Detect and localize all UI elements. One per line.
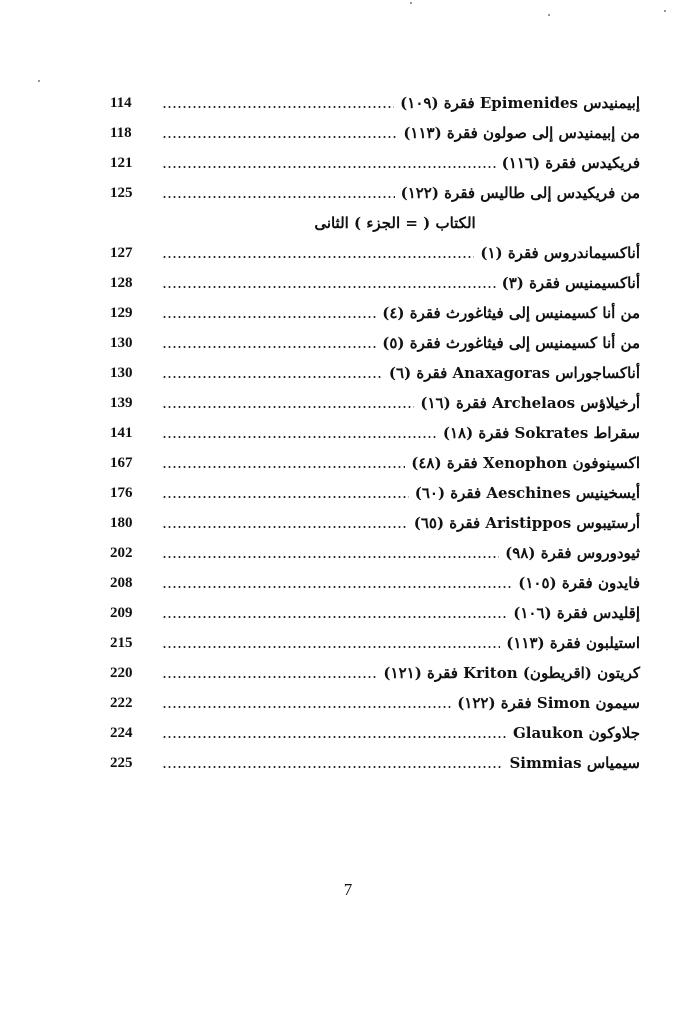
toc-entry-title: إقليدس فقرة (١٠٦) — [513, 604, 640, 622]
toc-entry — [110, 358, 640, 388]
toc-entry — [110, 238, 640, 268]
toc-entry-title: سيمون Simon فقرة (١٢٢) — [457, 694, 640, 712]
toc-entry-title: جلاوكون Glaukon — [512, 724, 640, 742]
toc-entry — [110, 388, 640, 418]
toc-entry — [110, 538, 640, 568]
toc-entry-title: أرستيبوس Aristippos فقرة (٦٥) — [413, 514, 640, 532]
toc-entry-page: 125 — [110, 185, 133, 201]
dot-leader — [162, 316, 376, 318]
toc-entry-title: أرخيلاؤس Archelaos فقرة (١٦) — [420, 394, 640, 412]
scan-speck — [38, 80, 40, 82]
dot-leader — [162, 346, 376, 348]
toc-entry — [110, 718, 640, 748]
toc-entry-page: 167 — [110, 455, 133, 471]
toc-entry-page: 222 — [110, 695, 133, 711]
toc-entry-title: أيسخينيس Aeschines فقرة (٦٠) — [414, 484, 640, 502]
dot-leader — [162, 586, 512, 588]
dot-leader — [162, 466, 405, 468]
toc-entry — [110, 628, 640, 658]
toc-entry-title: من أنا كسيمنيس إلى فيثاغورث فقرة (٤) — [382, 304, 640, 322]
dot-leader — [162, 196, 395, 198]
section-heading: الكتاب ( = الجزء ) الثانى — [314, 214, 476, 232]
toc-entry-page: 130 — [110, 365, 133, 381]
toc-entry — [110, 328, 640, 358]
toc-entry — [110, 478, 640, 508]
dot-leader — [162, 706, 451, 708]
dot-leader — [162, 136, 397, 138]
toc-entry-title: إبيمنيدس Epimenides فقرة (١٠٩) — [400, 94, 640, 112]
toc-group-after-heading — [110, 238, 640, 778]
toc-entry — [110, 178, 640, 208]
toc-entry-title: أناكسيماندروس فقرة (١) — [480, 244, 640, 262]
dot-leader — [162, 766, 503, 768]
toc-entry — [110, 448, 640, 478]
dot-leader — [162, 166, 496, 168]
dot-leader — [162, 616, 507, 618]
toc-entry-title: اكسينوفون Xenophon فقرة (٤٨) — [411, 454, 640, 472]
toc-entry-page: 121 — [110, 155, 133, 171]
dot-leader — [162, 496, 409, 498]
toc-entry — [110, 88, 640, 118]
toc-entry-page: 208 — [110, 575, 133, 591]
toc-entry-page: 128 — [110, 275, 133, 291]
toc-entry-page: 209 — [110, 605, 133, 621]
toc-entry-title: فريكيدس فقرة (١١٦) — [501, 154, 640, 172]
table-of-contents — [110, 88, 640, 778]
dot-leader — [162, 646, 500, 648]
toc-entry-title: فايدون فقرة (١٠٥) — [518, 574, 640, 592]
toc-entry — [110, 508, 640, 538]
toc-entry — [110, 298, 640, 328]
toc-entry — [110, 598, 640, 628]
dot-leader — [162, 736, 507, 738]
dot-leader — [162, 676, 377, 678]
toc-entry-title: استيلبون فقرة (١١٣) — [506, 634, 640, 652]
toc-entry-title: من أنا كسيمنيس إلى فيثاغورث فقرة (٥) — [382, 334, 640, 352]
scan-speck — [548, 14, 550, 16]
toc-entry-page: 127 — [110, 245, 133, 261]
toc-entry — [110, 688, 640, 718]
dot-leader — [162, 526, 408, 528]
toc-entry-title: سيمياس Simmias — [509, 754, 640, 772]
toc-entry-title: أناكسيمنيس فقرة (٣) — [501, 274, 640, 292]
page-number: 7 — [343, 880, 353, 899]
toc-entry-page: 114 — [110, 95, 132, 111]
toc-entry-page: 176 — [110, 485, 133, 501]
toc-entry-title: سقراط Sokrates فقرة (١٨) — [442, 424, 640, 442]
toc-entry-page: 180 — [110, 515, 133, 531]
dot-leader — [162, 376, 383, 378]
toc-group-before-heading — [110, 88, 640, 208]
toc-entry-title: كريتون (اقريطون) Kriton فقرة (١٢١) — [383, 664, 640, 682]
dot-leader — [162, 286, 496, 288]
toc-entry-page: 220 — [110, 665, 133, 681]
toc-entry — [110, 148, 640, 178]
toc-entry-title: من إبيمنيدس إلى صولون فقرة (١١٣) — [403, 124, 640, 142]
dot-leader — [162, 106, 394, 108]
toc-entry — [110, 748, 640, 778]
toc-entry — [110, 268, 640, 298]
toc-entry-page: 224 — [110, 725, 133, 741]
dot-leader — [162, 256, 474, 258]
toc-entry-title: ثيودوروس فقرة (٩٨) — [505, 544, 640, 562]
dot-leader — [162, 556, 499, 558]
scan-speck — [410, 2, 412, 4]
toc-entry-page: 215 — [110, 635, 133, 651]
toc-entry-page: 130 — [110, 335, 133, 351]
toc-entry-title: أناكساجوراس Anaxagoras فقرة (٦) — [388, 364, 640, 382]
dot-leader — [162, 436, 437, 438]
toc-entry-page: 202 — [110, 545, 133, 561]
scan-speck — [664, 10, 666, 12]
toc-entry-page: 118 — [110, 125, 132, 141]
toc-entry-page: 225 — [110, 755, 133, 771]
toc-entry — [110, 418, 640, 448]
dot-leader — [162, 406, 414, 408]
toc-entry — [110, 568, 640, 598]
toc-entry-title: من فريكيدس إلى طاليس فقرة (١٢٢) — [400, 184, 640, 202]
toc-entry — [110, 658, 640, 688]
toc-entry — [110, 118, 640, 148]
toc-entry-page: 129 — [110, 305, 133, 321]
toc-entry-page: 141 — [110, 425, 133, 441]
toc-entry-page: 139 — [110, 395, 133, 411]
